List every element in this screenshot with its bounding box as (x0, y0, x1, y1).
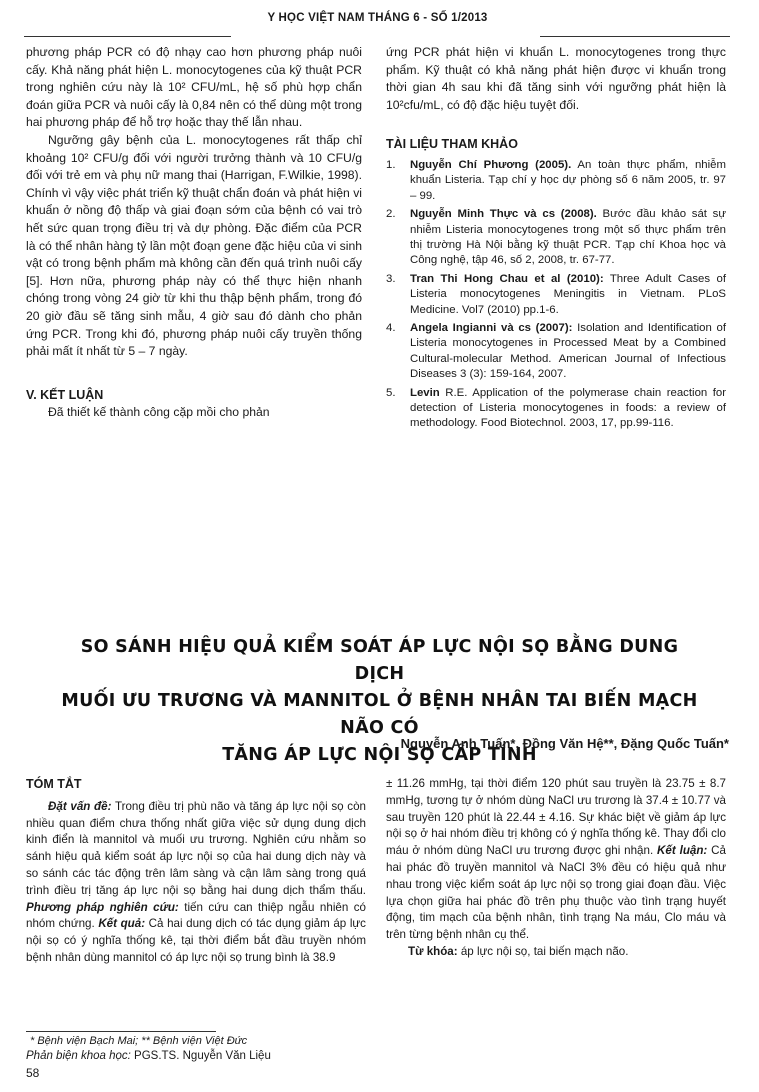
header-rule-right (540, 36, 730, 37)
conclusion-continued: ứng PCR phát hiện vi khuẩn L. monocytogenes trong thực phẩm. Kỹ thuật có khả năng phát hiện được vi khuẩn trong thời gian 4h sau khi đã tăng sinh với ngưỡng phát hiện là 10²cfu/mL, có độ đặc hiệu tuyệt đối. (386, 45, 726, 112)
abstract-paragraph: Đặt vấn đề: Trong điều trị phù não và tăng áp lực nội sọ còn nhiều quan điểm chưa thống nhất giữa việc sử dụng dung dịch kinh điển là mannitol và muối ưu trương. Nghiên cứu nhằm so sánh hiệu quả kiểm soát áp lực nội sọ của hai dung dịch này và so sánh các tác động trên lâm sàng và cận lâm sàng trong quá trình điều trị tăng áp lực nội sọ bằng hai dung dịch thẩm thấu. Phương pháp nghiên cứu: tiến cứu can thiệp ngẫu nhiên có nhóm chứng. Kết quả: Cả hai dung dịch có tác dụng giảm áp lực nội sọ có ý nghĩa thống kê, tại thời điểm bắt đầu truyền nhóm bệnh nhân dùng mannitol có áp lực nội sọ trung bình là 38.9 (26, 799, 366, 964)
reviewer-line: Phản biện khoa học: PGS.TS. Nguyễn Văn Liệu (26, 1050, 271, 1062)
journal-header: Y HỌC VIỆT NAM THÁNG 6 - SỐ 1/2013 (267, 12, 488, 24)
author-list: Nguyễn Anh Tuấn*, Đồng Văn Hệ**, Đặng Quốc Tuấn* (400, 736, 729, 751)
reference-item: 1. Nguyễn Chí Phương (2005). An toàn thực phẩm, nhiễm khuẩn Listeria. Tạp chí y học dự phòng số 6 năm 2005, tr. 97 – 99. (386, 158, 726, 202)
conclusion-heading: V. KẾT LUẬN (26, 387, 104, 402)
reference-item: 4. Angela Ingianni và cs (2007): Isolation and Identification of Listeria monocytogenes in Processed Meat by a Combined Cultural-molecular Method. American Journal of Infectious Diseases 3 (3): 159-164, 2007. (386, 322, 726, 381)
title-line-1: SO SÁNH HIỆU QUẢ KIỂM SOÁT ÁP LỰC NỘI SỌ BẰNG DUNG DỊCH (80, 637, 679, 684)
reference-item: 3. Tran Thi Hong Chau et al (2010): Three Adult Cases of Listeria monocytogenes Meningitis in Vietnam. PLoS Medicine. Vol7 (2010) pp.1-6. (386, 272, 726, 316)
reference-item: 5. Levin R.E. Application of the polymerase chain reaction for detection of Listeria monocytogenes in foods: a review of methodology. Food Biotechnol. 2003, 17, pp.99-116. (386, 386, 726, 430)
title-line-3: TĂNG ÁP LỰC NỘI SỌ CẤP TÍNH (222, 745, 537, 765)
abstract-paragraph-continued: ± 11.26 mmHg, tại thời điểm 120 phút sau truyền là 23.75 ± 8.7 mmHg, tương tự ở nhóm dùng NaCl ưu trương là 37.4 ± 10.77 và sau truyền 120 phút là 22.44 ± 4.16. Sự khác biệt về giảm áp lực nội sọ ở hai nhóm điều trị không có ý nghĩa thống kê. Thay đổi clo máu ở nhóm dùng NaCl ưu trương được ghi nhận. Kết luận: Cả hai phác đồ truyền mannitol và NaCl 3% đều có hiệu quả như nhau trong việc kiểm soát áp lực nội sọ trong giai đoạn đầu. Việc lựa chọn giữa hai phác đồ trên phụ thuộc vào tình trạng huyết động, tim mạch của bệnh nhân, tình trạng Na máu, Clo máu và trên từng bệnh nhân cụ thể. (386, 777, 726, 942)
abstract-right-column (386, 776, 726, 961)
conclusion-paragraph: Đã thiết kế thành công cặp mồi cho phản (48, 405, 270, 420)
label-result: Kết quả: (98, 917, 146, 931)
abstract-heading: TÓM TẮT (26, 777, 82, 791)
label-method: Phương pháp nghiên cứu: (26, 900, 179, 914)
references-heading: TÀI LIỆU THAM KHẢO (386, 137, 518, 152)
discussion-paragraph-2: Ngưỡng gây bệnh của L. monocytogenes rất thấp chỉ khoảng 10² CFU/g đối với người trưởng thành và 10 CFU/g đối với trẻ em và phụ nữ mang thai (Harrigan, F.Wilkie, 1998). Chính vì vậy việc phát triển kỹ thuật chẩn đoán và phát hiện vi khuẩn ở nồng độ thấp và giai đoạn sớm của bệnh có vai trò hết sức quan trọng điều trị và dự phòng. Đặc điểm của PCR là có thể nhân hàng tỷ lần một đoạn gene đặc hiệu của vi sinh vật có trong bệnh phẩm mà không cần đến quá trình nuôi cấy [5]. Hơn nữa, phương pháp này có thể thực hiện nhanh chóng trong vòng 24 giờ từ khi thu thập bệnh phẩm, trong đó 20 giờ đầu sẽ tăng sinh mẫu, 4 giờ sau đó dành cho phản ứng PCR. Trong khi đó, phương pháp nuôi cấy truyền thống phải mất ít nhất từ 5 – 7 ngày. (26, 132, 362, 359)
keywords: Từ khóa: áp lực nội sọ, tai biến mạch não. (408, 944, 629, 958)
reference-item: 2. Nguyễn Minh Thực và cs (2008). Bước đầu khảo sát sự nhiễm Listeria monocytogenes trong một số thực phẩm trên thị trường Hà Nội bằng kỹ thuật PCR. Tạp chí Khoa học và Công nghệ, tập 46, số 2, 2008, tr. 67-77. (386, 208, 726, 267)
discussion-paragraph-1: phương pháp PCR có độ nhạy cao hơn phương pháp nuôi cấy. Khả năng phát hiện L. monocytogenes của kỹ thuật PCR trong nghiên cứu này là 10² CFU/mL, hệ số phù hợp chẩn đoán giữa PCR và nuôi cấy là 0,84 nên có thể dùng một trong hai phương pháp để hỗ trợ hoặc thay thế lẫn nhau. (26, 45, 362, 130)
left-column (26, 44, 362, 422)
reference-list (386, 158, 726, 432)
label-keywords: Từ khóa: (408, 944, 458, 958)
label-conclusion: Kết luận: (657, 844, 708, 858)
label-background: Đặt vấn đề: (48, 799, 112, 813)
right-column (386, 44, 726, 435)
title-line-2: MUỐI ƯU TRƯƠNG VÀ MANNITOL Ở BỆNH NHÂN TAI BIẾN MẠCH NÃO CÓ (61, 691, 698, 738)
footnote-rule (26, 1031, 216, 1032)
page-number: 58 (26, 1066, 40, 1080)
abstract-left-column (26, 776, 366, 967)
affiliation-footnote: * Bệnh viện Bạch Mai; ** Bệnh viện Việt Đức (30, 1035, 248, 1047)
header-rule-left (24, 36, 231, 37)
